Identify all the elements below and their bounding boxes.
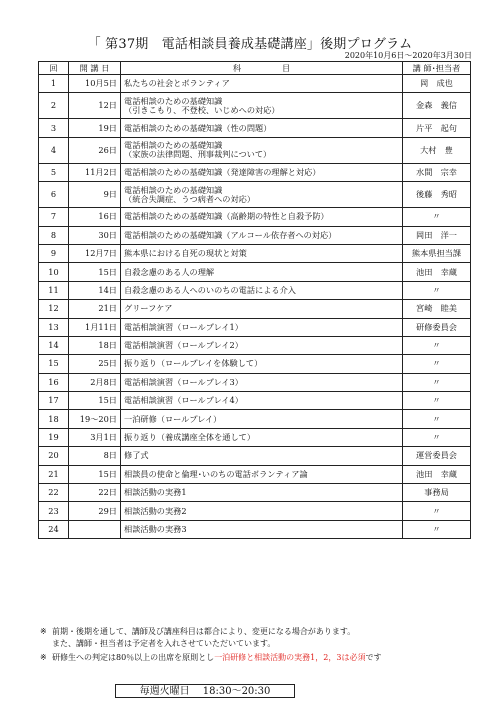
table-row [39,447,471,465]
row-no: 2 [39,93,69,119]
row-lecturer: 〃 [403,428,471,446]
row-subject-line: 電話相談のための基礎知識（アルコール依存者への対応） [124,229,337,240]
row-date: 12日 [69,93,121,119]
row-no: 4 [39,137,69,163]
row-no: 6 [39,182,69,208]
row-lecturer: 熊本県担当課 [403,244,471,262]
row-lecturer: 〃 [403,410,471,428]
row-no: 18 [39,410,69,428]
row-date: 11月2日 [69,163,121,181]
row-no: 15 [39,355,69,373]
row-date: 15日 [69,263,121,281]
row-subject-line: 電話相談演習（ロールプレイ4） [124,395,243,406]
row-subject [121,263,403,281]
table-row [39,244,471,262]
row-subject [121,520,403,538]
row-date: 2月8日 [69,373,121,391]
table-row [39,410,471,428]
row-subject [121,392,403,410]
row-date: 19～20日 [69,410,121,428]
row-no: 9 [39,244,69,262]
table-row [39,163,471,181]
row-subject-line: 相談員の使命と倫理･いのちの電話ボランティア論 [124,468,308,479]
row-date: 9日 [69,182,121,208]
table-row [39,484,471,502]
row-subject [121,428,403,446]
row-date: 26日 [69,137,121,163]
row-no: 5 [39,163,69,181]
table-row [39,465,471,483]
row-lecturer: 運営委員会 [403,447,471,465]
row-date: 14日 [69,281,121,299]
row-lecturer: 岡 成也 [403,75,471,93]
row-subject [121,137,403,163]
row-no: 19 [39,428,69,446]
table-row [39,336,471,354]
row-subject-line: （引きこもり、不登校、いじめへの対応） [124,104,280,115]
row-no: 17 [39,392,69,410]
note-2-required: 一泊研修と相談活動の実務1，2，3は必須 [214,653,366,662]
table-row [39,182,471,208]
row-subject [121,484,403,502]
row-date: 8日 [69,447,121,465]
table-row [39,137,471,163]
header-lecturer: 講 師･担当者 [403,62,471,75]
row-lecturer: 〃 [403,520,471,538]
row-subject-line: 相談活動の実務3 [124,524,187,534]
row-lecturer: 池田 幸蔵 [403,465,471,483]
row-date: 10月5日 [69,75,121,93]
row-lecturer: 〃 [403,281,471,299]
table-row [39,355,471,373]
note-2-mark: ※ [40,653,47,662]
row-no: 11 [39,281,69,299]
table-row [39,373,471,391]
row-subject-line: 振り返り（ロールプレイを体験して） [124,358,263,369]
row-subject-line: 電話相談のための基礎知識（高齢期の特性と自殺予防） [124,211,329,222]
row-subject [121,244,403,262]
row-subject [121,465,403,483]
table-row [39,281,471,299]
row-no: 14 [39,336,69,354]
table-row [39,226,471,244]
note-1 [40,626,480,638]
header-subject: 科 目 [121,62,403,75]
row-subject [121,93,403,119]
row-date: 3月1日 [69,428,121,446]
table-header-row [39,62,471,75]
row-subject-line: 相談活動の実務2 [124,505,187,516]
row-subject-line: 電話相談のための基礎知識 [124,95,223,106]
note-2-pre: 研修生への判定は80％以上の出席を原則とし [52,653,215,662]
row-date [69,520,121,538]
row-lecturer: 岡田 洋一 [403,226,471,244]
row-lecturer: 大村 豊 [403,137,471,163]
row-lecturer: 〃 [403,336,471,354]
note-2 [40,652,480,664]
row-lecturer: 池田 幸蔵 [403,263,471,281]
row-subject [121,163,403,181]
row-lecturer: 金森 義信 [403,93,471,119]
table-row [39,502,471,520]
row-subject-line: グリーフケア [124,303,173,314]
notes [40,626,480,664]
row-subject-line: 自殺念慮のある人の理解 [124,266,215,277]
row-lecturer: 後藤 秀昭 [403,182,471,208]
row-lecturer: 〃 [403,392,471,410]
row-no: 21 [39,465,69,483]
note-1-line-1: 前期・後期を通して、講師及び講座科目は都合により、変更になる場合があります。 [52,627,356,636]
row-date: 29日 [69,502,121,520]
row-subject [121,75,403,93]
table-row [39,300,471,318]
row-no: 1 [39,75,69,93]
row-date: 1月11日 [69,318,121,336]
row-subject-line: 修了式 [124,450,149,461]
table-row [39,119,471,137]
row-subject-line: 電話相談のための基礎知識（発達障害の理解と対応） [124,166,321,177]
row-subject [121,119,403,137]
row-subject-line: 電話相談演習（ロールプレイ2） [124,340,243,351]
row-subject-line: （家族の法律問題、刑事裁判について） [124,149,272,160]
row-subject-line: 電話相談のための基礎知識 [124,140,223,151]
row-date: 22日 [69,484,121,502]
row-date: 30日 [69,226,121,244]
row-subject-line: 相談活動の実務1 [124,487,187,498]
table-row [39,392,471,410]
schedule-box: 毎週火曜日 18:30～20:30 [115,684,295,698]
row-no: 13 [39,318,69,336]
header-no: 回 [39,62,69,75]
row-subject-line: （統合失調症、うつ病者への対応） [124,193,256,204]
note-2-post: です [365,653,382,662]
row-subject [121,355,403,373]
row-no: 10 [39,263,69,281]
table-row [39,520,471,538]
program-table [38,61,471,539]
row-subject [121,226,403,244]
row-subject [121,318,403,336]
program-table-body [39,75,471,539]
row-date: 21日 [69,300,121,318]
row-lecturer: 片平 起句 [403,119,471,137]
row-no: 16 [39,373,69,391]
table-row [39,263,471,281]
row-lecturer: 研修委員会 [403,318,471,336]
row-lecturer: 宮崎 睦美 [403,300,471,318]
table-row [39,208,471,226]
row-subject [121,336,403,354]
row-subject [121,208,403,226]
program-period: 2020年10月6日～2020年3月30日 [344,51,472,60]
row-lecturer: 〃 [403,373,471,391]
row-lecturer: 事務局 [403,484,471,502]
note-1-line-2: また、講師・担当者は予定者を入れさせていただいています。 [52,639,276,648]
row-subject [121,447,403,465]
row-subject-line: 電話相談演習（ロールプレイ1） [124,321,243,332]
row-lecturer: 〃 [403,502,471,520]
table-row [39,75,471,93]
row-subject-line: 一泊研修（ロールプレイ） [124,413,222,424]
row-date: 25日 [69,355,121,373]
row-date: 15日 [69,465,121,483]
row-no: 3 [39,119,69,137]
table-row [39,428,471,446]
row-subject [121,373,403,391]
row-subject [121,182,403,208]
row-no: 12 [39,300,69,318]
row-lecturer: 〃 [403,355,471,373]
row-date: 12月7日 [69,244,121,262]
note-1-mark: ※ [40,627,47,636]
row-lecturer: 水間 宗幸 [403,163,471,181]
row-no: 8 [39,226,69,244]
header-date: 開 講 日 [69,62,121,75]
row-no: 7 [39,208,69,226]
row-subject-line: 私たちの社会とボランティア [124,78,230,89]
page-title: 「 第37期 電話相談員養成基礎講座」後期プログラム [87,37,413,52]
row-subject-line: 電話相談のための基礎知識（性の問題） [124,122,272,133]
row-no: 20 [39,447,69,465]
row-date: 15日 [69,392,121,410]
row-subject [121,300,403,318]
row-date: 18日 [69,336,121,354]
row-subject-line: 電話相談演習（ロールプレイ3） [124,376,243,387]
row-lecturer: 〃 [403,208,471,226]
row-subject-line: 振り返り（養成講座全体を通して） [124,432,256,443]
row-date: 16日 [69,208,121,226]
row-subject [121,502,403,520]
row-subject [121,410,403,428]
row-subject [121,281,403,299]
row-subject-line: 熊本県における自死の現状と対策 [124,248,247,259]
row-no: 23 [39,502,69,520]
row-no: 24 [39,520,69,538]
row-date: 19日 [69,119,121,137]
row-subject-line: 自殺念慮のある人へのいのちの電話による介入 [124,284,296,295]
row-no: 22 [39,484,69,502]
table-row [39,318,471,336]
table-row [39,93,471,119]
row-subject-line: 電話相談のための基礎知識 [124,184,223,195]
